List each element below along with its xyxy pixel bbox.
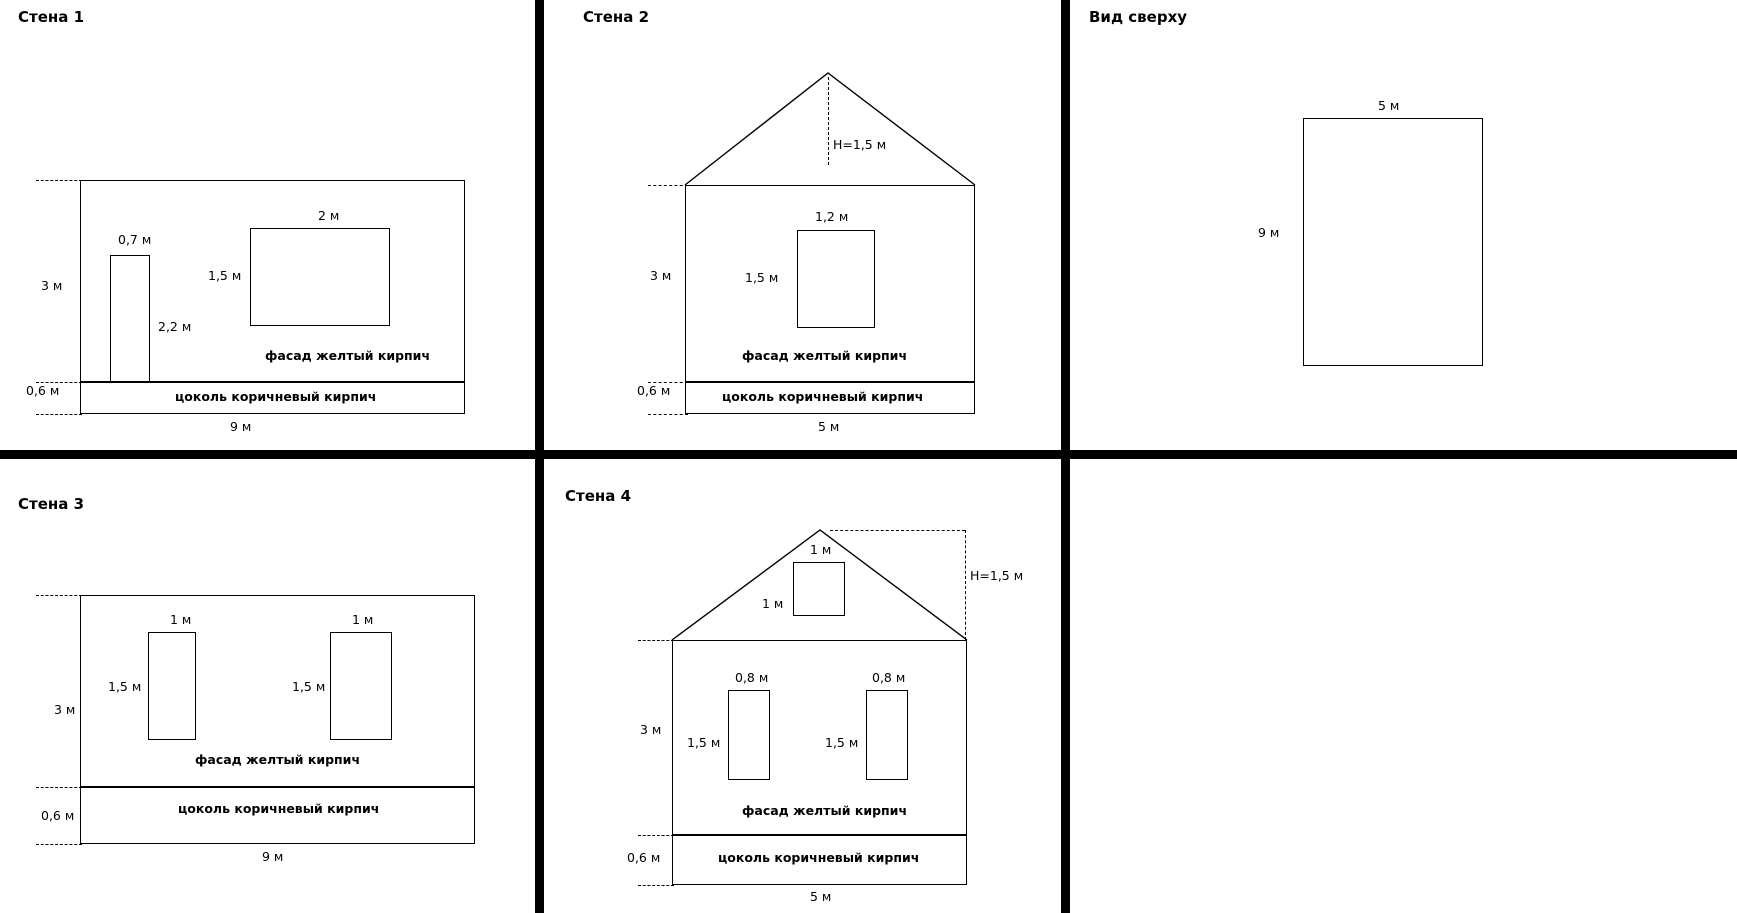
wall1-height-label: 3 м <box>41 278 63 293</box>
wall3-dash-top <box>36 595 82 596</box>
divider-horizontal <box>0 450 1737 459</box>
wall2-height-label: 3 м <box>650 268 672 283</box>
panel-title-wall4: Стена 4 <box>565 487 632 505</box>
wall4-window1-height-label: 1,5 м <box>687 735 721 750</box>
wall1-window-width-label: 2 м <box>318 208 340 223</box>
wall3-window2-rect <box>330 632 392 740</box>
wall4-height-label: 3 м <box>640 722 662 737</box>
panel-title-wall1: Стена 1 <box>18 8 85 26</box>
wall4-dash-top <box>638 640 674 641</box>
wall1-base-height-label: 0,6 м <box>26 383 60 398</box>
wall4-roof-height-label: H=1,5 м <box>970 568 1024 583</box>
wall1-dash-top <box>36 180 82 181</box>
wall2-dash-top <box>648 185 688 186</box>
wall1-door-rect <box>110 255 150 382</box>
wall3-window1-height-label: 1,5 м <box>108 679 142 694</box>
wall3-base-height-label: 0,6 м <box>41 808 75 823</box>
wall1-door-height-label: 2,2 м <box>158 319 192 334</box>
wall3-base-label: цоколь коричневый кирпич <box>178 801 380 816</box>
wall2-roof-height-label: H=1,5 м <box>833 137 887 152</box>
wall1-facade-label: фасад желтый кирпич <box>265 348 431 363</box>
wall1-window-rect <box>250 228 390 326</box>
wall4-base-height-label: 0,6 м <box>627 850 661 865</box>
wall1-window-height-label: 1,5 м <box>208 268 242 283</box>
wall4-base-label: цоколь коричневый кирпич <box>718 850 920 865</box>
wall3-dash-mid <box>36 787 82 788</box>
wall2-width-label: 5 м <box>818 419 840 434</box>
wall2-base-label: цоколь коричневый кирпич <box>722 389 924 404</box>
top-view-width-label: 5 м <box>1378 98 1400 113</box>
wall4-window1-rect <box>728 690 770 780</box>
wall4-attic-window-width-label: 1 м <box>810 542 832 557</box>
top-view-rect <box>1303 118 1483 366</box>
wall4-roof-height-dash <box>965 530 967 640</box>
wall4-width-label: 5 м <box>810 889 832 904</box>
wall3-window1-rect <box>148 632 196 740</box>
wall3-window2-width-label: 1 м <box>352 612 374 627</box>
wall3-dash-bottom <box>36 844 82 845</box>
wall4-attic-window-height-label: 1 м <box>762 596 784 611</box>
wall4-facade-label: фасад желтый кирпич <box>742 803 908 818</box>
wall4-dash-bottom <box>638 885 674 886</box>
wall2-facade-label: фасад желтый кирпич <box>742 348 908 363</box>
wall1-width-label: 9 м <box>230 419 252 434</box>
wall1-base-label: цоколь коричневый кирпич <box>175 389 377 404</box>
wall4-window2-width-label: 0,8 м <box>872 670 906 685</box>
top-view-height-label: 9 м <box>1258 225 1280 240</box>
wall4-dash-mid <box>638 835 674 836</box>
panel-title-top-view: Вид сверху <box>1089 8 1188 26</box>
wall2-window-rect <box>797 230 875 328</box>
wall2-roof-height-dash <box>828 77 830 165</box>
wall1-door-width-label: 0,7 м <box>118 232 152 247</box>
wall2-base-height-label: 0,6 м <box>637 383 671 398</box>
wall2-roof-triangle <box>685 73 975 185</box>
wall4-window1-width-label: 0,8 м <box>735 670 769 685</box>
wall2-window-height-label: 1,5 м <box>745 270 779 285</box>
wall2-window-width-label: 1,2 м <box>815 209 849 224</box>
wall4-roof-dash-top <box>830 530 965 531</box>
wall4-attic-window-rect <box>793 562 845 616</box>
wall3-height-label: 3 м <box>54 702 76 717</box>
wall3-window1-width-label: 1 м <box>170 612 192 627</box>
wall4-window2-height-label: 1,5 м <box>825 735 859 750</box>
wall3-window2-height-label: 1,5 м <box>292 679 326 694</box>
wall1-dash-bottom <box>36 414 82 415</box>
panel-title-wall2: Стена 2 <box>583 8 650 26</box>
wall4-window2-rect <box>866 690 908 780</box>
panel-title-wall3: Стена 3 <box>18 495 85 513</box>
wall3-width-label: 9 м <box>262 849 284 864</box>
wall2-dash-bottom <box>648 414 688 415</box>
wall3-facade-label: фасад желтый кирпич <box>195 752 361 767</box>
